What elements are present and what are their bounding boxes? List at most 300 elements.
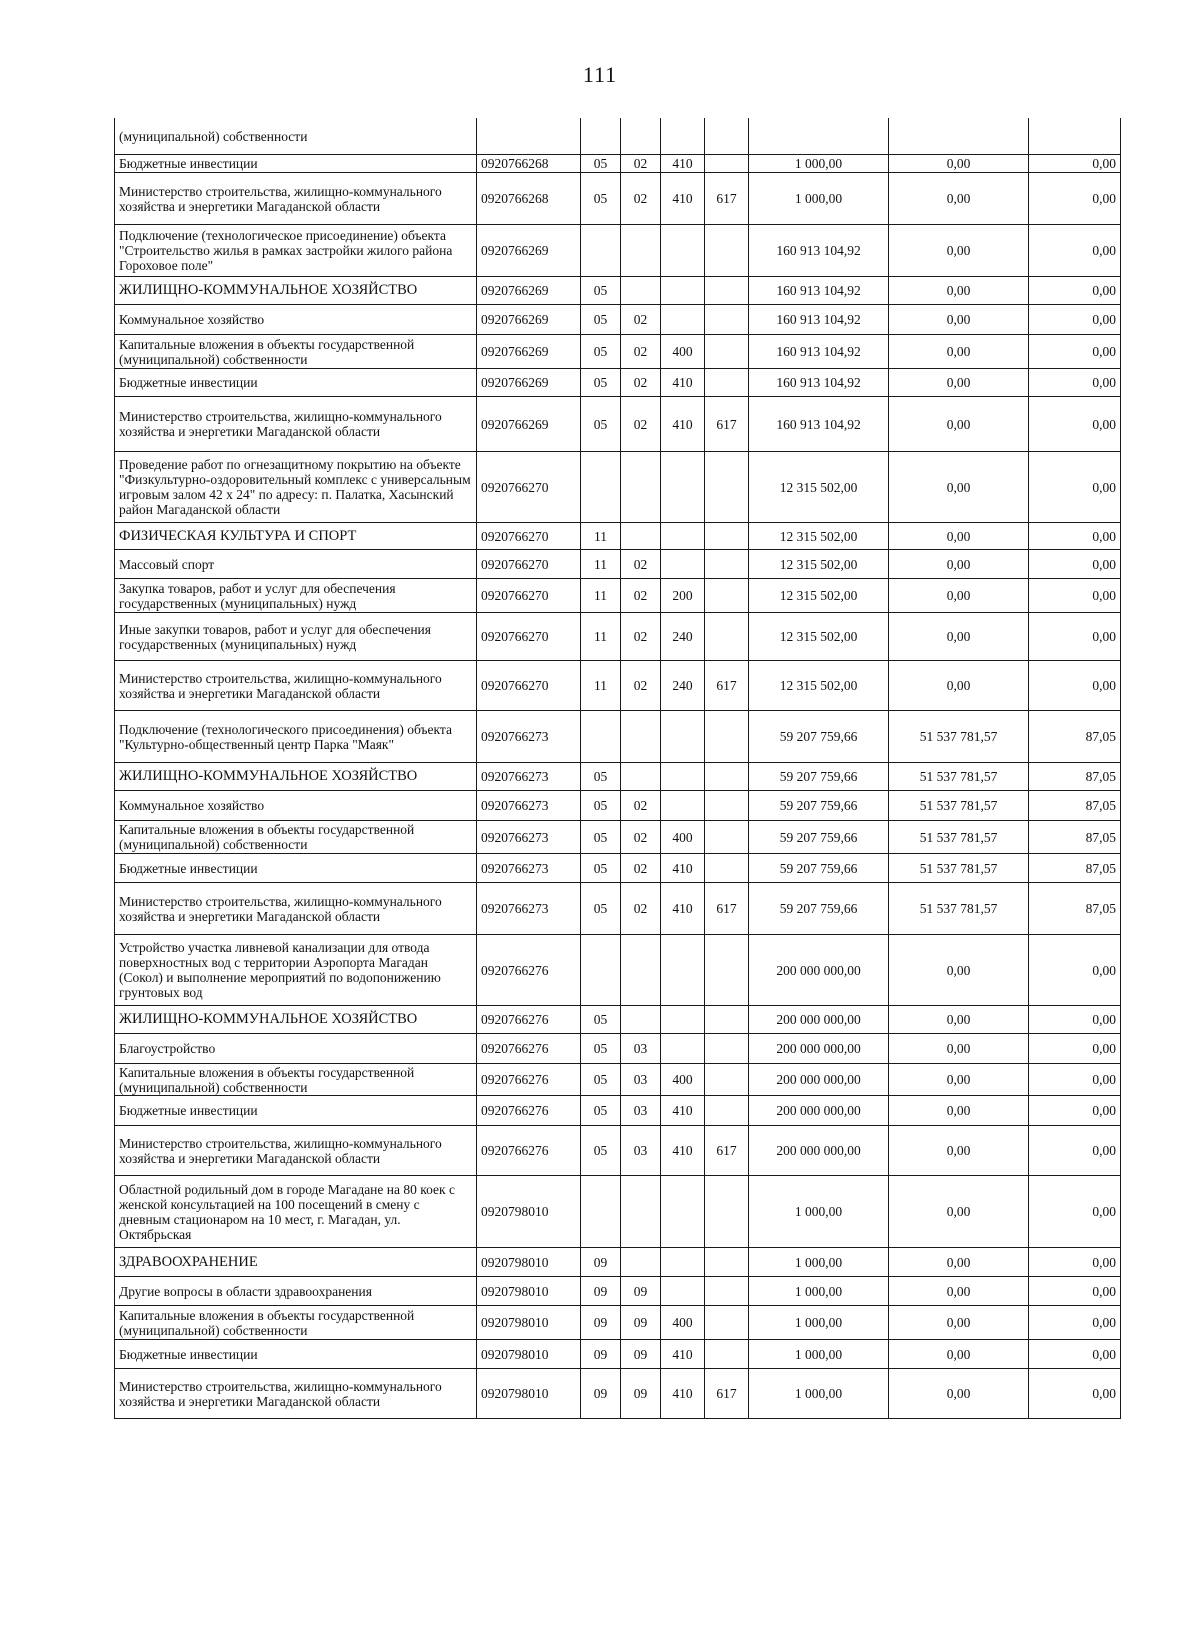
row-administrator: 617 <box>705 1368 749 1418</box>
row-name: Подключение (технологического присоединения) объекта "Культурно-общественный центр Парка "Маяк" <box>115 710 477 762</box>
row-name: Министерство строительства, жилищно-коммунального хозяйства и энергетики Магаданской области <box>115 396 477 451</box>
table-row <box>115 1339 1121 1368</box>
row-section: 09 <box>581 1305 621 1339</box>
row-target-article: 0920766268 <box>477 172 581 224</box>
row-section: 05 <box>581 853 621 882</box>
table-row <box>115 334 1121 368</box>
row-section: 05 <box>581 276 621 304</box>
row-target-article: 0920766269 <box>477 334 581 368</box>
row-execution-percent: 0,00 <box>1029 1247 1121 1276</box>
row-section: 05 <box>581 172 621 224</box>
row-name: Массовый спорт <box>115 549 477 578</box>
row-planned-amount: 59 207 759,66 <box>749 762 889 790</box>
row-administrator <box>705 1005 749 1033</box>
row-subsection <box>621 762 661 790</box>
row-expense-type <box>661 1175 705 1247</box>
row-target-article: 0920798010 <box>477 1276 581 1305</box>
row-name: Бюджетные инвестиции <box>115 154 477 172</box>
row-executed-amount: 0,00 <box>889 1033 1029 1063</box>
row-name: Областной родильный дом в городе Магадане на 80 коек с женской консультацией на 100 посещений в смену с дневным стационаром на 10 мест, г. Магадан, ул. Октябрьская <box>115 1175 477 1247</box>
row-execution-percent: 0,00 <box>1029 451 1121 522</box>
row-administrator <box>705 1033 749 1063</box>
row-executed-amount: 0,00 <box>889 1247 1029 1276</box>
row-expense-type <box>661 1276 705 1305</box>
table-body <box>115 118 1121 1418</box>
row-executed-amount: 0,00 <box>889 1005 1029 1033</box>
row-execution-percent: 0,00 <box>1029 368 1121 396</box>
row-name: ФИЗИЧЕСКАЯ КУЛЬТУРА И СПОРТ <box>115 522 477 549</box>
row-subsection: 02 <box>621 790 661 820</box>
row-target-article: 0920798010 <box>477 1247 581 1276</box>
row-expense-type <box>661 522 705 549</box>
row-expense-type: 400 <box>661 1063 705 1095</box>
row-executed-amount: 0,00 <box>889 334 1029 368</box>
row-administrator <box>705 1063 749 1095</box>
row-subsection: 02 <box>621 612 661 660</box>
table-row <box>115 1175 1121 1247</box>
row-subsection: 02 <box>621 853 661 882</box>
row-expense-type <box>661 304 705 334</box>
table-row <box>115 660 1121 710</box>
row-administrator <box>705 820 749 853</box>
row-administrator <box>705 1095 749 1125</box>
row-target-article: 0920766269 <box>477 276 581 304</box>
row-expense-type <box>661 549 705 578</box>
row-target-article: 0920766270 <box>477 522 581 549</box>
row-subsection <box>621 451 661 522</box>
row-target-article: 0920766276 <box>477 1005 581 1033</box>
row-administrator <box>705 612 749 660</box>
row-expense-type: 410 <box>661 172 705 224</box>
row-target-article: 0920798010 <box>477 1305 581 1339</box>
row-name: Бюджетные инвестиции <box>115 853 477 882</box>
row-administrator <box>705 710 749 762</box>
row-section: 09 <box>581 1276 621 1305</box>
row-administrator <box>705 1339 749 1368</box>
row-administrator <box>705 790 749 820</box>
row-subsection: 09 <box>621 1339 661 1368</box>
row-executed-amount: 51 537 781,57 <box>889 790 1029 820</box>
row-administrator <box>705 549 749 578</box>
row-subsection: 03 <box>621 1033 661 1063</box>
row-administrator <box>705 154 749 172</box>
row-executed-amount: 0,00 <box>889 1339 1029 1368</box>
row-section: 05 <box>581 304 621 334</box>
row-administrator: 617 <box>705 1125 749 1175</box>
row-planned-amount: 59 207 759,66 <box>749 853 889 882</box>
row-executed-amount: 51 537 781,57 <box>889 762 1029 790</box>
table-row <box>115 882 1121 934</box>
row-subsection <box>621 710 661 762</box>
row-execution-percent: 0,00 <box>1029 1276 1121 1305</box>
row-planned-amount <box>749 118 889 154</box>
row-executed-amount: 0,00 <box>889 1175 1029 1247</box>
row-planned-amount: 160 913 104,92 <box>749 396 889 451</box>
row-executed-amount: 51 537 781,57 <box>889 710 1029 762</box>
row-subsection: 02 <box>621 304 661 334</box>
row-expense-type <box>661 762 705 790</box>
row-section: 05 <box>581 1125 621 1175</box>
row-target-article: 0920766276 <box>477 1095 581 1125</box>
table-row <box>115 118 1121 154</box>
row-subsection <box>621 1175 661 1247</box>
row-expense-type: 410 <box>661 1368 705 1418</box>
row-target-article: 0920766273 <box>477 882 581 934</box>
row-subsection: 09 <box>621 1368 661 1418</box>
row-execution-percent: 87,05 <box>1029 882 1121 934</box>
row-section <box>581 710 621 762</box>
row-planned-amount: 59 207 759,66 <box>749 710 889 762</box>
row-administrator <box>705 1247 749 1276</box>
row-administrator <box>705 934 749 1005</box>
row-planned-amount: 59 207 759,66 <box>749 882 889 934</box>
row-subsection: 02 <box>621 820 661 853</box>
row-subsection <box>621 276 661 304</box>
row-executed-amount <box>889 118 1029 154</box>
row-execution-percent: 87,05 <box>1029 853 1121 882</box>
row-planned-amount: 1 000,00 <box>749 1175 889 1247</box>
row-planned-amount: 200 000 000,00 <box>749 1005 889 1033</box>
row-expense-type: 410 <box>661 1095 705 1125</box>
row-target-article: 0920766273 <box>477 790 581 820</box>
row-name: Бюджетные инвестиции <box>115 1095 477 1125</box>
row-executed-amount: 0,00 <box>889 154 1029 172</box>
row-execution-percent: 87,05 <box>1029 790 1121 820</box>
table-row <box>115 549 1121 578</box>
row-section: 05 <box>581 1095 621 1125</box>
row-planned-amount: 12 315 502,00 <box>749 612 889 660</box>
row-execution-percent <box>1029 118 1121 154</box>
row-subsection: 09 <box>621 1305 661 1339</box>
row-subsection: 03 <box>621 1125 661 1175</box>
row-execution-percent: 0,00 <box>1029 1305 1121 1339</box>
table-row <box>115 1063 1121 1095</box>
row-execution-percent: 0,00 <box>1029 934 1121 1005</box>
row-execution-percent: 0,00 <box>1029 1125 1121 1175</box>
row-target-article: 0920766269 <box>477 396 581 451</box>
row-executed-amount: 0,00 <box>889 660 1029 710</box>
row-target-article: 0920766270 <box>477 549 581 578</box>
row-planned-amount: 200 000 000,00 <box>749 1095 889 1125</box>
row-planned-amount: 200 000 000,00 <box>749 1033 889 1063</box>
row-expense-type <box>661 934 705 1005</box>
row-planned-amount: 160 913 104,92 <box>749 276 889 304</box>
row-target-article: 0920766273 <box>477 820 581 853</box>
row-planned-amount: 12 315 502,00 <box>749 451 889 522</box>
row-execution-percent: 0,00 <box>1029 1339 1121 1368</box>
row-subsection <box>621 1005 661 1033</box>
row-name: Иные закупки товаров, работ и услуг для обеспечения государственных (муниципальных) нужд <box>115 612 477 660</box>
row-subsection: 03 <box>621 1095 661 1125</box>
row-section: 05 <box>581 154 621 172</box>
table-row <box>115 578 1121 612</box>
row-name: Бюджетные инвестиции <box>115 368 477 396</box>
row-name: Устройство участка ливневой канализации для отвода поверхностных вод с территории Аэропорта Магадан (Сокол) и выполнение мероприятий по водопонижению грунтовых вод <box>115 934 477 1005</box>
row-executed-amount: 0,00 <box>889 1095 1029 1125</box>
row-administrator: 617 <box>705 172 749 224</box>
row-target-article: 0920766269 <box>477 304 581 334</box>
row-subsection: 03 <box>621 1063 661 1095</box>
row-section: 09 <box>581 1339 621 1368</box>
row-executed-amount: 51 537 781,57 <box>889 882 1029 934</box>
row-administrator <box>705 276 749 304</box>
row-section: 05 <box>581 882 621 934</box>
row-subsection: 02 <box>621 172 661 224</box>
row-administrator <box>705 451 749 522</box>
row-target-article: 0920766276 <box>477 1063 581 1095</box>
row-section: 11 <box>581 660 621 710</box>
row-name: ЖИЛИЩНО-КОММУНАЛЬНОЕ ХОЗЯЙСТВО <box>115 276 477 304</box>
row-subsection <box>621 934 661 1005</box>
row-administrator <box>705 522 749 549</box>
row-name: ЖИЛИЩНО-КОММУНАЛЬНОЕ ХОЗЯЙСТВО <box>115 762 477 790</box>
row-planned-amount: 12 315 502,00 <box>749 660 889 710</box>
row-execution-percent: 0,00 <box>1029 1368 1121 1418</box>
row-execution-percent: 0,00 <box>1029 224 1121 276</box>
row-executed-amount: 0,00 <box>889 451 1029 522</box>
row-section: 05 <box>581 820 621 853</box>
row-planned-amount: 12 315 502,00 <box>749 549 889 578</box>
row-expense-type: 240 <box>661 612 705 660</box>
row-target-article <box>477 118 581 154</box>
row-planned-amount: 1 000,00 <box>749 1247 889 1276</box>
row-name: (муниципальной) собственности <box>115 118 477 154</box>
table-row <box>115 224 1121 276</box>
row-execution-percent: 0,00 <box>1029 1095 1121 1125</box>
row-executed-amount: 0,00 <box>889 1305 1029 1339</box>
row-expense-type: 410 <box>661 1339 705 1368</box>
row-name: ЗДРАВООХРАНЕНИЕ <box>115 1247 477 1276</box>
row-execution-percent: 0,00 <box>1029 1063 1121 1095</box>
row-subsection: 02 <box>621 154 661 172</box>
table-row <box>115 154 1121 172</box>
table-row <box>115 1125 1121 1175</box>
table-row <box>115 710 1121 762</box>
row-section: 09 <box>581 1247 621 1276</box>
row-section: 05 <box>581 1005 621 1033</box>
row-execution-percent: 0,00 <box>1029 396 1121 451</box>
row-name: Закупка товаров, работ и услуг для обеспечения государственных (муниципальных) нужд <box>115 578 477 612</box>
table-row <box>115 1368 1121 1418</box>
row-execution-percent: 0,00 <box>1029 660 1121 710</box>
row-executed-amount: 0,00 <box>889 276 1029 304</box>
row-subsection: 02 <box>621 334 661 368</box>
row-expense-type <box>661 451 705 522</box>
row-target-article: 0920766273 <box>477 710 581 762</box>
row-executed-amount: 0,00 <box>889 224 1029 276</box>
row-expense-type: 240 <box>661 660 705 710</box>
row-subsection: 09 <box>621 1276 661 1305</box>
row-expense-type: 400 <box>661 334 705 368</box>
row-execution-percent: 0,00 <box>1029 1033 1121 1063</box>
row-section <box>581 934 621 1005</box>
row-section <box>581 1175 621 1247</box>
row-administrator <box>705 853 749 882</box>
row-executed-amount: 0,00 <box>889 304 1029 334</box>
row-planned-amount: 160 913 104,92 <box>749 304 889 334</box>
row-subsection: 02 <box>621 549 661 578</box>
row-section <box>581 118 621 154</box>
row-section: 11 <box>581 549 621 578</box>
row-executed-amount: 0,00 <box>889 549 1029 578</box>
row-name: Министерство строительства, жилищно-коммунального хозяйства и энергетики Магаданской области <box>115 1368 477 1418</box>
row-name: Бюджетные инвестиции <box>115 1339 477 1368</box>
row-subsection <box>621 224 661 276</box>
row-planned-amount: 160 913 104,92 <box>749 224 889 276</box>
row-subsection: 02 <box>621 578 661 612</box>
row-expense-type: 410 <box>661 882 705 934</box>
row-name: Министерство строительства, жилищно-коммунального хозяйства и энергетики Магаданской области <box>115 1125 477 1175</box>
row-executed-amount: 0,00 <box>889 578 1029 612</box>
table-row <box>115 522 1121 549</box>
row-target-article: 0920766269 <box>477 224 581 276</box>
row-section: 11 <box>581 578 621 612</box>
row-executed-amount: 51 537 781,57 <box>889 820 1029 853</box>
row-expense-type: 200 <box>661 578 705 612</box>
row-subsection <box>621 118 661 154</box>
row-planned-amount: 1 000,00 <box>749 1305 889 1339</box>
row-expense-type: 400 <box>661 1305 705 1339</box>
row-section <box>581 224 621 276</box>
row-planned-amount: 12 315 502,00 <box>749 522 889 549</box>
row-execution-percent: 0,00 <box>1029 578 1121 612</box>
row-administrator <box>705 334 749 368</box>
table-row <box>115 820 1121 853</box>
row-name: Министерство строительства, жилищно-коммунального хозяйства и энергетики Магаданской области <box>115 882 477 934</box>
row-execution-percent: 0,00 <box>1029 172 1121 224</box>
table-row <box>115 612 1121 660</box>
row-executed-amount: 0,00 <box>889 396 1029 451</box>
row-planned-amount: 200 000 000,00 <box>749 1125 889 1175</box>
row-target-article: 0920766276 <box>477 1033 581 1063</box>
row-administrator: 617 <box>705 396 749 451</box>
row-planned-amount: 1 000,00 <box>749 1276 889 1305</box>
table-row <box>115 934 1121 1005</box>
row-subsection <box>621 1247 661 1276</box>
row-target-article: 0920766268 <box>477 154 581 172</box>
row-name: Капитальные вложения в объекты государственной (муниципальной) собственности <box>115 1063 477 1095</box>
row-name: Капитальные вложения в объекты государственной (муниципальной) собственности <box>115 1305 477 1339</box>
row-execution-percent: 0,00 <box>1029 154 1121 172</box>
page-number: 111 <box>582 62 618 87</box>
row-subsection: 02 <box>621 882 661 934</box>
row-planned-amount: 59 207 759,66 <box>749 790 889 820</box>
row-expense-type <box>661 276 705 304</box>
row-target-article: 0920766273 <box>477 853 581 882</box>
row-expense-type <box>661 790 705 820</box>
row-executed-amount: 0,00 <box>889 1125 1029 1175</box>
row-expense-type: 400 <box>661 820 705 853</box>
row-section: 11 <box>581 612 621 660</box>
row-name: Коммунальное хозяйство <box>115 304 477 334</box>
row-expense-type <box>661 710 705 762</box>
table-row <box>115 853 1121 882</box>
row-executed-amount: 0,00 <box>889 1276 1029 1305</box>
row-subsection: 02 <box>621 660 661 710</box>
row-expense-type: 410 <box>661 368 705 396</box>
row-administrator <box>705 762 749 790</box>
row-administrator: 617 <box>705 660 749 710</box>
table-row <box>115 762 1121 790</box>
row-expense-type: 410 <box>661 154 705 172</box>
table-row <box>115 172 1121 224</box>
row-expense-type <box>661 118 705 154</box>
row-administrator <box>705 118 749 154</box>
row-planned-amount: 1 000,00 <box>749 1339 889 1368</box>
row-name: Капитальные вложения в объекты государственной (муниципальной) собственности <box>115 334 477 368</box>
row-planned-amount: 200 000 000,00 <box>749 1063 889 1095</box>
row-administrator <box>705 304 749 334</box>
row-target-article: 0920766270 <box>477 451 581 522</box>
row-execution-percent: 0,00 <box>1029 334 1121 368</box>
row-planned-amount: 1 000,00 <box>749 154 889 172</box>
row-execution-percent: 0,00 <box>1029 304 1121 334</box>
row-section: 09 <box>581 1368 621 1418</box>
row-target-article: 0920766270 <box>477 660 581 710</box>
row-planned-amount: 160 913 104,92 <box>749 334 889 368</box>
row-administrator: 617 <box>705 882 749 934</box>
row-planned-amount: 1 000,00 <box>749 1368 889 1418</box>
row-expense-type: 410 <box>661 853 705 882</box>
row-target-article: 0920766276 <box>477 934 581 1005</box>
row-section: 05 <box>581 1033 621 1063</box>
row-name: Проведение работ по огнезащитному покрытию на объекте "Физкультурно-оздоровительный комплекс с универсальным игровым залом 42 x 24" по адресу: п. Палатка, Хасынский район Магаданской области <box>115 451 477 522</box>
row-executed-amount: 0,00 <box>889 368 1029 396</box>
row-subsection: 02 <box>621 396 661 451</box>
row-section: 05 <box>581 368 621 396</box>
row-administrator <box>705 578 749 612</box>
row-section: 05 <box>581 1063 621 1095</box>
table-row <box>115 368 1121 396</box>
row-administrator <box>705 224 749 276</box>
row-expense-type: 410 <box>661 396 705 451</box>
row-target-article: 0920798010 <box>477 1339 581 1368</box>
row-execution-percent: 0,00 <box>1029 522 1121 549</box>
row-section: 05 <box>581 396 621 451</box>
row-execution-percent: 0,00 <box>1029 1175 1121 1247</box>
row-name: ЖИЛИЩНО-КОММУНАЛЬНОЕ ХОЗЯЙСТВО <box>115 1005 477 1033</box>
row-expense-type <box>661 1005 705 1033</box>
row-name: Подключение (технологическое присоединение) объекта "Строительство жилья в рамках застройки жилого района Гороховое поле" <box>115 224 477 276</box>
row-execution-percent: 0,00 <box>1029 1005 1121 1033</box>
row-executed-amount: 0,00 <box>889 172 1029 224</box>
table-row <box>115 1033 1121 1063</box>
row-expense-type <box>661 1033 705 1063</box>
row-section: 11 <box>581 522 621 549</box>
row-executed-amount: 0,00 <box>889 522 1029 549</box>
row-name: Коммунальное хозяйство <box>115 790 477 820</box>
row-name: Благоустройство <box>115 1033 477 1063</box>
table-row <box>115 451 1121 522</box>
row-section: 05 <box>581 790 621 820</box>
row-executed-amount: 0,00 <box>889 1368 1029 1418</box>
table-row <box>115 790 1121 820</box>
row-target-article: 0920798010 <box>477 1175 581 1247</box>
row-planned-amount: 59 207 759,66 <box>749 820 889 853</box>
row-expense-type <box>661 224 705 276</box>
table-row <box>115 1247 1121 1276</box>
row-execution-percent: 87,05 <box>1029 710 1121 762</box>
row-executed-amount: 51 537 781,57 <box>889 853 1029 882</box>
row-name: Капитальные вложения в объекты государственной (муниципальной) собственности <box>115 820 477 853</box>
row-planned-amount: 12 315 502,00 <box>749 578 889 612</box>
row-planned-amount: 1 000,00 <box>749 172 889 224</box>
budget-table <box>114 118 1121 1419</box>
row-name: Министерство строительства, жилищно-коммунального хозяйства и энергетики Магаданской области <box>115 172 477 224</box>
row-subsection <box>621 522 661 549</box>
row-target-article: 0920798010 <box>477 1368 581 1418</box>
table-row <box>115 1095 1121 1125</box>
